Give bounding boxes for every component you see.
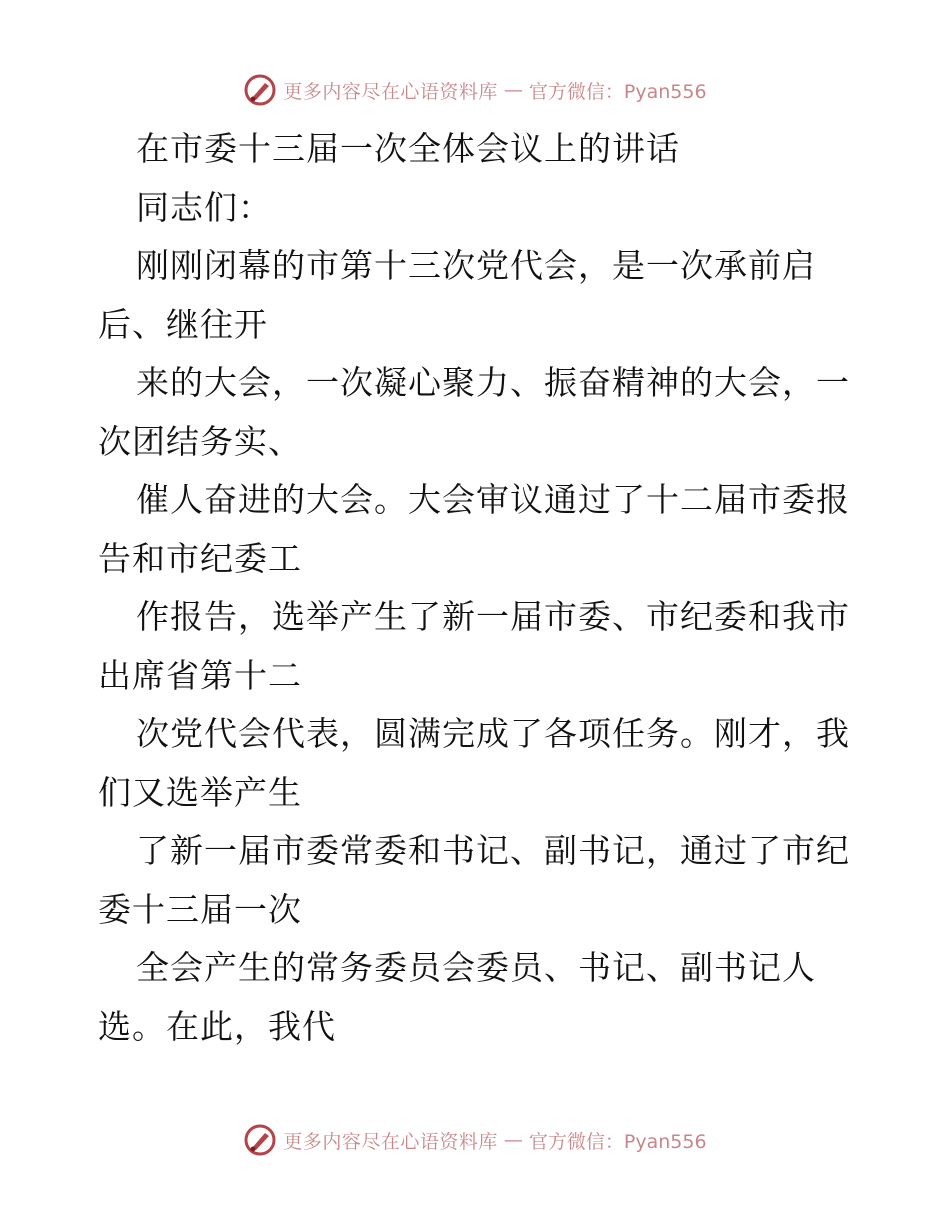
watermark-wechat: 官方微信：Pyan556 [528, 1130, 707, 1153]
text-line: 在市委十三届一次全体会议上的讲话 [136, 129, 680, 168]
text-line: 后、继往开 [98, 304, 268, 344]
footer-watermark [0, 1120, 950, 1160]
text-line: 们又选举产生 [98, 772, 302, 812]
text-line: 刚刚闭幕的市第十三次党代会，是一次承前启 [136, 246, 816, 285]
pen-seal-icon [243, 1123, 277, 1157]
text-line: 次团结务实、 [98, 421, 302, 461]
text-line: 了新一届市委常委和书记、副书记，通过了市纪 [136, 831, 850, 870]
text-line: 出席省第十二 [98, 655, 302, 695]
watermark-brand: 更多内容尽在心语资料库 [283, 80, 498, 103]
watermark-separator: — [503, 79, 523, 101]
text-line: 同志们： [136, 187, 272, 227]
text-line: 选。在此，我代 [98, 1006, 336, 1046]
text-line: 委十三届一次 [98, 889, 302, 929]
watermark-wechat: 官方微信：Pyan556 [528, 80, 707, 103]
watermark-separator: — [503, 1129, 523, 1151]
document-body [98, 120, 868, 1056]
text-line: 催人奋进的大会。大会审议通过了十二届市委报 [136, 480, 850, 519]
watermark-brand: 更多内容尽在心语资料库 [283, 1130, 498, 1153]
text-line: 全会产生的常务委员会委员、书记、副书记人 [136, 948, 816, 987]
pen-seal-icon [243, 73, 277, 107]
text-line: 作报告，选举产生了新一届市委、市纪委和我市 [136, 597, 850, 636]
text-line: 次党代会代表，圆满完成了各项任务。刚才，我 [136, 714, 850, 753]
text-line: 告和市纪委工 [98, 538, 302, 578]
header-watermark [0, 70, 950, 110]
text-line: 来的大会，一次凝心聚力、振奋精神的大会，一 [136, 363, 850, 402]
